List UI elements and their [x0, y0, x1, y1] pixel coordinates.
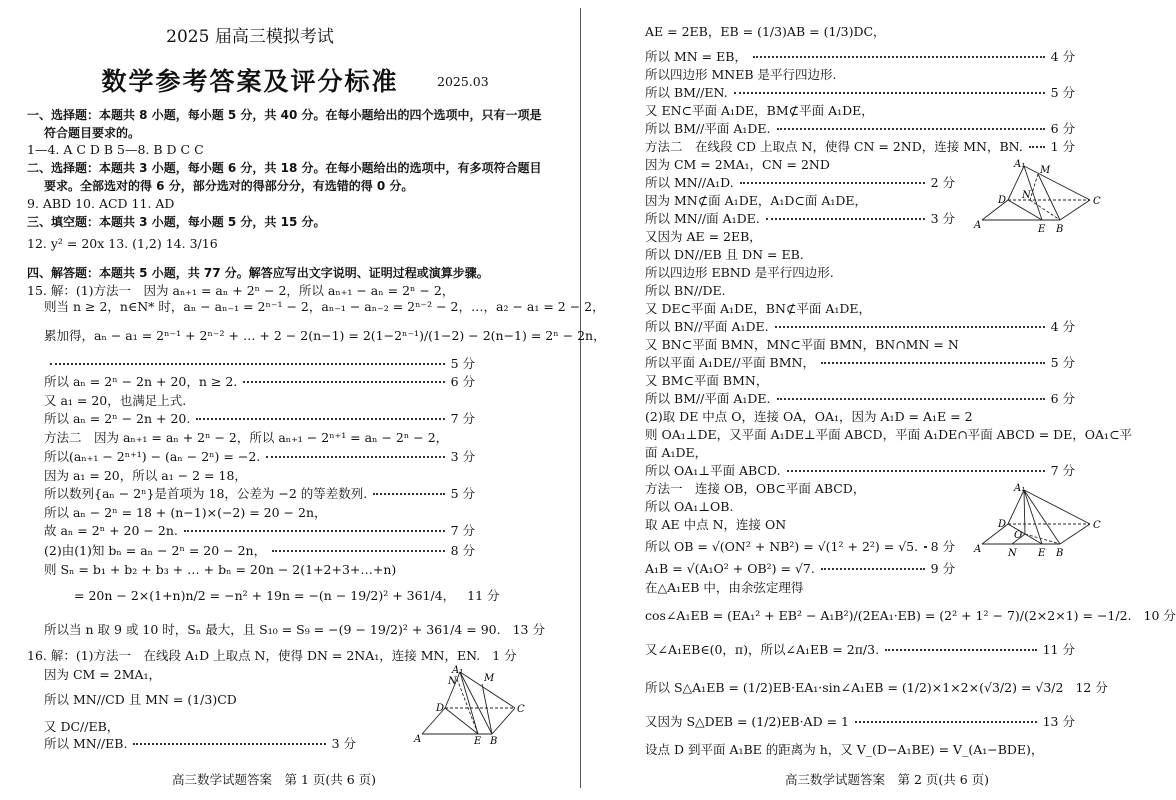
- score-mark: 10 分: [1143, 608, 1176, 623]
- page-1-line: [44, 356, 475, 372]
- line-text: 所以(aₙ₊₁ − 2ⁿ⁺¹) − (aₙ − 2ⁿ) = −2.: [44, 449, 261, 464]
- score-mark: 12 分: [1075, 680, 1108, 695]
- line-text: 因为 MN⊄面 A₁DE，A₁D⊂面 A₁DE，: [645, 193, 868, 208]
- score-mark: 11 分: [467, 588, 500, 603]
- doc-date: 2025.03: [437, 74, 489, 89]
- page-2-footer: 高三数学试题答案 第 2 页(共 6 页): [785, 772, 990, 787]
- exam-title: 2025 届高三模拟考试: [166, 27, 334, 47]
- page-1-line: [44, 622, 545, 638]
- line-text: = 20n − 2×(1+n)n/2 = −n² + 19n = −(n − 19/2)² + 361/4，: [74, 588, 456, 603]
- page-2-line: [645, 265, 834, 281]
- label-E: E: [474, 736, 482, 747]
- line-text: 所以 BN//DE.: [645, 283, 726, 298]
- dot-leader: [821, 362, 1045, 364]
- line-text: 所以平面 A₁DE//平面 BMN，: [645, 355, 815, 370]
- label-N: N: [1008, 548, 1017, 559]
- page-2-line: [645, 445, 707, 461]
- score-mark: 6 分: [450, 374, 475, 389]
- label-A1: A₁: [452, 665, 464, 676]
- label-A: A: [974, 544, 982, 555]
- line-text: 面 A₁DE，: [645, 445, 708, 460]
- line-text: 又 EN⊂平面 A₁DE，BM⊄平面 A₁DE，: [645, 103, 874, 118]
- line-text: 设点 D 到平面 A₁BE 的距离为 h，又 V_(D−A₁BE) = V_(A₁−BDE)，: [645, 742, 1044, 757]
- label-B: B: [490, 736, 498, 747]
- page-1-line: [27, 160, 541, 176]
- line-text: 取 AE 中点 N，连接 ON: [645, 517, 787, 532]
- doc-title: 数学参考答案及评分标准: [101, 67, 399, 96]
- page-1-footer: 高三数学试题答案 第 1 页(共 6 页): [172, 772, 377, 787]
- label-A: A: [974, 220, 982, 231]
- line-text: (2)由(1)知 bₙ = aₙ − 2ⁿ = 20 − 2n，: [44, 543, 267, 558]
- line-text: 15. 解：(1)方法一 因为 aₙ₊₁ = aₙ + 2ⁿ − 2，所以 aₙ₊₁ − aₙ = 2ⁿ − 2，: [27, 283, 455, 298]
- line-text: 则 OA₁⊥DE，又平面 A₁DE⊥平面 ABCD，平面 A₁DE∩平面 ABCD = DE，OA₁⊂平: [645, 427, 1133, 442]
- line-text: 12. y² = 20x 13. (1,2) 14. 3/16: [27, 236, 218, 251]
- line-text: 又∠A₁EB∈(0，π)，所以∠A₁EB = 2π/3.: [645, 642, 880, 657]
- dot-leader: [885, 649, 1037, 651]
- dot-leader: [50, 363, 445, 365]
- line-text: 所以 OB = √(ON² + NB²) = √(1² + 2²) = √5.: [645, 539, 919, 554]
- line-text: 二、选择题：本题共 3 小题，每小题 6 分，共 18 分。在每小题给出的选项中，有多项符合题目: [27, 161, 542, 175]
- page-1-line: [44, 692, 237, 708]
- label-O: O: [1014, 530, 1023, 541]
- score-mark: 9 分: [930, 561, 955, 576]
- score-mark: 4 分: [1050, 319, 1075, 334]
- page-1-line: [44, 374, 475, 390]
- geometry-figure-2: [970, 158, 1110, 238]
- score-mark: 11 分: [1042, 642, 1075, 657]
- line-text: 所以 MN = EB，: [645, 49, 747, 64]
- page-1-line: [44, 299, 605, 315]
- page-2-line: [645, 742, 1043, 758]
- line-text: 16. 解：(1)方法一 在线段 A₁D 上取点 N，使得 DN = 2NA₁，连接 MN，EN.: [27, 648, 481, 663]
- line-text: 又 DC//EB，: [44, 719, 120, 734]
- page-2-line: [645, 463, 1075, 479]
- score-mark: 6 分: [1050, 121, 1075, 136]
- line-text: 9. ABD 10. ACD 11. AD: [27, 196, 175, 211]
- line-text: 累加得，aₙ − a₁ = 2ⁿ⁻¹ + 2ⁿ⁻² + … + 2 − 2(n−1) = 2(1−2ⁿ⁻¹)/(1−2) − 2(n−1) = 2ⁿ − 2n，: [44, 328, 606, 343]
- page-1-line: [27, 142, 204, 158]
- page-1-line: [44, 178, 413, 194]
- label-A: A: [414, 734, 422, 745]
- dot-leader: [196, 418, 444, 420]
- page-2-line: [645, 373, 768, 389]
- page-2-line: [645, 301, 871, 317]
- label-E: E: [1038, 224, 1046, 235]
- score-mark: 5 分: [1050, 85, 1075, 100]
- page-2-line: [645, 680, 1108, 696]
- line-text: 所以 MN//面 A₁DE.: [645, 211, 760, 226]
- line-text: A₁B = √(A₁O² + OB²) = √7.: [645, 561, 815, 576]
- page-2-line: [645, 85, 1075, 101]
- line-text: 所以 aₙ = 2ⁿ − 2n + 20.: [44, 411, 191, 426]
- dot-leader: [787, 470, 1045, 472]
- line-text: 又 DE⊂平面 A₁DE，BN⊄平面 A₁DE，: [645, 301, 872, 316]
- label-C: C: [517, 704, 525, 715]
- page-2-line: [645, 175, 955, 191]
- page-2-line: [645, 409, 973, 425]
- label-E: E: [1038, 548, 1046, 559]
- geometry-figure-1: [410, 664, 540, 746]
- score-mark: 3 分: [331, 736, 356, 751]
- line-text: 符合题目要求的。: [44, 126, 141, 140]
- line-text: 所以 OA₁⊥OB.: [645, 499, 734, 514]
- line-text: 方法二 在线段 CD 上取点 N，使得 CN = 2ND，连接 MN，BN.: [645, 139, 1023, 154]
- score-mark: 1 分: [492, 648, 517, 663]
- score-mark: 1 分: [1050, 139, 1075, 154]
- page-2-line: [645, 561, 955, 577]
- line-text: 所以 aₙ − 2ⁿ = 18 + (n−1)×(−2) = 20 − 2n，: [44, 505, 327, 520]
- page-1-line: [44, 543, 475, 559]
- dot-leader: [1029, 146, 1045, 148]
- line-text: 又 BN⊂平面 BMN，MN⊂平面 BMN，BN∩MN = N: [645, 337, 959, 352]
- page-2-line: [645, 517, 786, 533]
- page-1-line: [27, 214, 325, 230]
- page-2-line: [645, 283, 726, 299]
- page-2-line: [645, 49, 1075, 65]
- page-1-line: [44, 449, 475, 465]
- page-2-line: [645, 642, 1075, 658]
- page-2-line: [645, 608, 1176, 624]
- line-text: 所以当 n 取 9 或 10 时，Sₙ 最大，且 S₁₀ = S₉ = −(9 − 19/2)² + 361/4 = 90.: [44, 622, 501, 637]
- dot-leader: [373, 493, 444, 495]
- page-1-line: [44, 505, 327, 521]
- line-text: 所以 aₙ = 2ⁿ − 2n + 20，n ≥ 2.: [44, 374, 238, 389]
- line-text: 在△A₁EB 中，由余弦定理得: [645, 580, 804, 595]
- line-text: AE = 2EB，EB = (1/3)AB = (1/3)DC，: [645, 24, 886, 39]
- label-A1: A₁: [1014, 159, 1026, 170]
- page-1-line: [27, 196, 174, 212]
- score-mark: 8 分: [450, 543, 475, 558]
- page-1-line: [44, 562, 396, 578]
- page-1-line: [27, 265, 489, 281]
- page-2-line: [645, 157, 830, 173]
- score-mark: 3 分: [930, 211, 955, 226]
- score-mark: 3 分: [450, 449, 475, 464]
- label-C: C: [1093, 196, 1101, 207]
- line-text: 故 aₙ = 2ⁿ + 20 − 2n.: [44, 523, 178, 538]
- line-text: 因为 CM = 2MA₁，: [44, 667, 162, 682]
- dot-leader: [766, 218, 925, 220]
- line-text: 则 Sₙ = b₁ + b₂ + b₃ + … + bₙ = 20n − 2(1+2+3+…+n): [44, 562, 397, 577]
- page-2-line: [645, 319, 1075, 335]
- score-mark: 5 分: [1050, 355, 1075, 370]
- line-text: 因为 a₁ = 20，所以 a₁ − 2 = 18，: [44, 468, 247, 483]
- label-C: C: [1093, 520, 1101, 531]
- geometry-figure-3: [970, 482, 1110, 562]
- line-text: 又因为 S△DEB = (1/2)EB·AD = 1: [645, 714, 849, 729]
- label-A1: A₁: [1014, 483, 1026, 494]
- page-2-line: [645, 481, 865, 497]
- page-1-line: [44, 411, 475, 427]
- line-text: 所以 MN//EB.: [44, 736, 128, 751]
- dot-leader: [740, 182, 925, 184]
- line-text: 所以 BM//平面 A₁DE.: [645, 391, 771, 406]
- page-2-line: [645, 337, 959, 353]
- page-2-line: [645, 103, 874, 119]
- line-text: 又因为 AE = 2EB，: [645, 229, 762, 244]
- label-M: M: [1040, 165, 1051, 176]
- page-2-line: [645, 427, 1132, 443]
- label-D: D: [998, 519, 1007, 530]
- page-1-line: [44, 125, 140, 141]
- dot-leader: [777, 128, 1045, 130]
- score-mark: 4 分: [1050, 49, 1075, 64]
- dot-leader: [266, 456, 444, 458]
- page-1-line: [27, 107, 541, 123]
- dot-leader: [734, 92, 1045, 94]
- score-mark: 5 分: [450, 356, 475, 371]
- line-text: 三、填空题：本题共 3 小题，每小题 5 分，共 15 分。: [27, 215, 326, 229]
- dot-leader: [272, 550, 444, 552]
- line-text: 一、选择题：本题共 8 小题，每小题 5 分，共 40 分。在每小题给出的四个选项中，只有一项是: [27, 108, 542, 122]
- label-N: N: [448, 676, 457, 687]
- line-text: 1—4. A C D B 5—8. B D C C: [27, 142, 204, 157]
- page-1-line: [44, 328, 606, 344]
- dot-leader: [855, 721, 1037, 723]
- dot-leader: [133, 743, 325, 745]
- page-2-line: [645, 714, 1075, 730]
- line-text: 所以 OA₁⊥平面 ABCD.: [645, 463, 781, 478]
- page-1-line: [44, 736, 356, 752]
- line-text: 所以 BM//平面 A₁DE.: [645, 121, 771, 136]
- line-text: cos∠A₁EB = (EA₁² + EB² − A₁B²)/(2EA₁·EB) = (2² + 1² − 7)/(2×2×1) = −1/2.: [645, 608, 1132, 623]
- line-text: 又 a₁ = 20，也满足上式.: [44, 393, 187, 408]
- page-1-line: [74, 588, 500, 604]
- page-1-line: [44, 486, 475, 502]
- label-M: M: [484, 673, 495, 684]
- page-2-line: [645, 139, 1075, 155]
- score-mark: 6 分: [1050, 391, 1075, 406]
- label-D: D: [998, 195, 1007, 206]
- dot-leader: [777, 398, 1045, 400]
- page-2-line: [645, 580, 803, 596]
- line-text: 所以 BN//平面 A₁DE.: [645, 319, 769, 334]
- label-B: B: [1056, 548, 1064, 559]
- score-mark: 13 分: [512, 622, 545, 637]
- label-N: N: [1022, 190, 1031, 201]
- page-1-line: [27, 648, 517, 664]
- line-text: 方法二 因为 aₙ₊₁ = aₙ + 2ⁿ − 2，所以 aₙ₊₁ − 2ⁿ⁺¹ = aₙ − 2ⁿ − 2，: [44, 430, 449, 445]
- line-text: 则当 n ≥ 2，n∈N* 时，aₙ − aₙ₋₁ = 2ⁿ⁻¹ − 2，aₙ₋₁ − aₙ₋₂ = 2ⁿ⁻² − 2，…，a₂ − a₁ = 2 − 2，: [44, 299, 605, 314]
- score-mark: 8 分: [930, 539, 955, 554]
- line-text: 所以数列{aₙ − 2ⁿ}是首项为 18，公差为 −2 的等差数列.: [44, 486, 368, 501]
- line-text: 要求。全部选对的得 6 分，部分选对的得部分分，有选错的得 0 分。: [44, 179, 414, 193]
- page-2-line: [645, 24, 886, 40]
- page-2-line: [645, 193, 867, 209]
- page-1-line: [44, 430, 448, 446]
- dot-leader: [775, 326, 1045, 328]
- score-mark: 13 分: [1042, 714, 1075, 729]
- dot-leader: [184, 530, 445, 532]
- score-mark: 5 分: [450, 486, 475, 501]
- column-divider: [580, 8, 581, 788]
- page-2-line: [645, 229, 762, 245]
- line-text: 所以 DN//EB 且 DN = EB.: [645, 247, 804, 262]
- page-1-line: [44, 667, 161, 683]
- line-text: 所以 S△A₁EB = (1/2)EB·EA₁·sin∠A₁EB = (1/2)×1×2×(√3/2) = √3/2: [645, 680, 1064, 695]
- line-text: 所以 MN//CD 且 MN = (1/3)CD: [44, 692, 237, 707]
- page-1-line: [44, 393, 186, 409]
- line-text: 四、解答题：本题共 5 小题，共 77 分。解答应写出文字说明、证明过程或演算步骤。: [27, 266, 489, 280]
- page-2-line: [645, 211, 955, 227]
- line-text: 方法一 连接 OB，OB⊂平面 ABCD，: [645, 481, 866, 496]
- line-text: 所以 BM//EN.: [645, 85, 728, 100]
- label-D: D: [436, 703, 445, 714]
- line-text: (2)取 DE 中点 O，连接 OA，OA₁，因为 A₁D = A₁E = 2: [645, 409, 973, 424]
- score-mark: 2 分: [930, 175, 955, 190]
- label-B: B: [1056, 224, 1064, 235]
- page-1-line: [27, 236, 218, 252]
- dot-leader: [243, 381, 444, 383]
- page-2-line: [645, 355, 1075, 371]
- page-2-line: [645, 391, 1075, 407]
- line-text: 所以 MN//A₁D.: [645, 175, 734, 190]
- page-2-line: [645, 499, 733, 515]
- page-2-line: [645, 539, 955, 555]
- page-1-line: [44, 719, 119, 735]
- page-2-line: [645, 121, 1075, 137]
- line-text: 所以四边形 EBND 是平行四边形.: [645, 265, 834, 280]
- page-1-line: [44, 468, 247, 484]
- dot-leader: [821, 568, 925, 570]
- score-mark: 7 分: [1050, 463, 1075, 478]
- score-mark: 7 分: [450, 523, 475, 538]
- line-text: 又 BM⊂平面 BMN，: [645, 373, 769, 388]
- score-mark: 7 分: [450, 411, 475, 426]
- page-1-line: [44, 523, 475, 539]
- line-text: 因为 CM = 2MA₁，CN = 2ND: [645, 157, 830, 172]
- page-2-line: [645, 247, 804, 263]
- line-text: 所以四边形 MNEB 是平行四边形.: [645, 67, 837, 82]
- dot-leader: [753, 56, 1045, 58]
- page-2-line: [645, 67, 836, 83]
- page-1-line: [27, 283, 454, 299]
